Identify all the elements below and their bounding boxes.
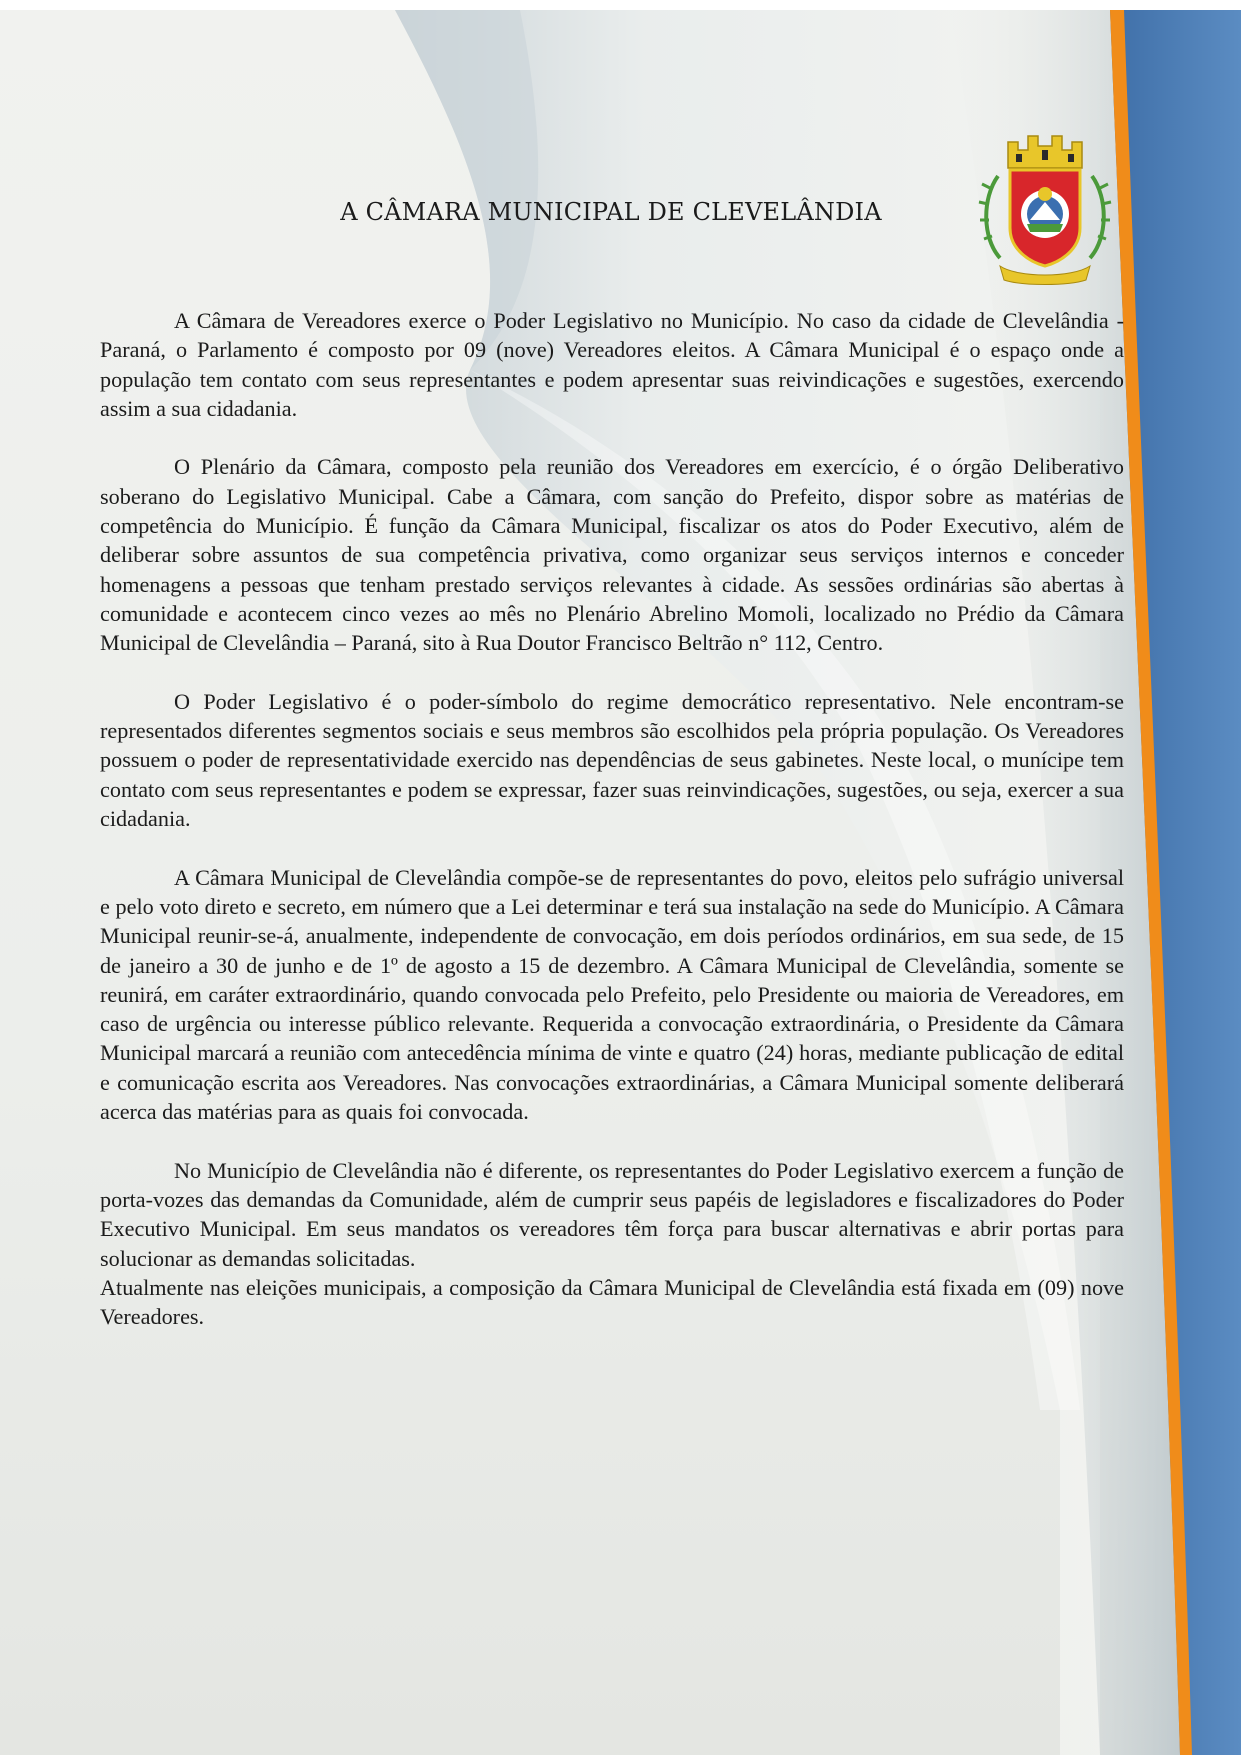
paragraph-atualmente: Atualmente nas eleições municipais, a composição da Câmara Municipal de Clevelândia está fixada em (09) nove Vereadores. xyxy=(100,1274,1124,1330)
paragraph-plenario: O Plenário da Câmara, composto pela reunião dos Vereadores em exercício, é o órgão Deliberativo soberano do Legislativo Municipal. Cabe a Câmara, com sanção do Prefeito, dispor sobre as matérias de competência do Município. É função da Câmara Municipal, fiscalizar os atos do Poder Executivo, além de deliberar sobre assuntos de sua competência privativa, como organizar seus serviços internos e conceder homenagens a pessoas que tenham prestado serviços relevantes à cidade. As sessões ordinárias são abertas à comunidade e acontecem cinco vezes ao mês no Plenário Abrelino Momoli, localizado no Prédio da Câmara Municipal de Clevelândia – Paraná, sito à Rua Doutor Francisco Beltrão n° 112, Centro. xyxy=(100,454,1124,656)
municipal-coat-of-arms-icon xyxy=(978,128,1112,286)
page-title: A CÂMARA MUNICIPAL DE CLEVELÂNDIA xyxy=(340,198,882,226)
paragraph-intro: A Câmara de Vereadores exerce o Poder Legislativo no Município. No caso da cidade de Clevelândia - Paraná, o Parlamento é composto por 09 (nove) Vereadores eleitos. A Câmara Municipal é o espaço onde a população tem contato com seus representantes e podem apresentar suas reivindicações e sugestões, exercendo assim a sua cidadania. xyxy=(100,308,1124,421)
document-page xyxy=(0,10,1241,1755)
paragraph-composicao: A Câmara Municipal de Clevelândia compõe-se de representantes do povo, eleitos pelo sufrágio universal e pelo voto direto e secreto, em número que a Lei determinar e terá sua instalação na sede do Município. A Câmara Municipal reunir-se-á, anualmente, independente de convocação, em dois períodos ordinários, em sua sede, de 15 de janeiro a 30 de junho e de 1º de agosto a 15 de dezembro. A Câmara Municipal de Clevelândia, somente se reunirá, em caráter extraordinário, quando convocada pelo Prefeito, pelo Presidente ou maioria de Vereadores, em caso de urgência ou interesse público relevante. Requerida a convocação extraordinária, o Presidente da Câmara Municipal marcará a reunião com antecedência mínima de vinte e quatro (24) horas, mediante publicação de edital e comunicação escrita aos Vereadores. Nas convocações extraordinárias, a Câmara Municipal somente deliberará acerca das matérias para as quais foi convocada. xyxy=(100,864,1124,1125)
document-body xyxy=(100,306,1124,1361)
paragraph-municipio: No Município de Clevelândia não é diferente, os representantes do Poder Legislativo exercem a função de porta-vozes das demandas da Comunidade, além de cumprir seus papéis de legisladores e fiscalizadores do Poder Executivo Municipal. Em seus mandatos os vereadores têm força para buscar alternativas e abrir portas para solucionar as demandas solicitadas. xyxy=(100,1157,1124,1271)
paragraph-poder-legislativo: O Poder Legislativo é o poder-símbolo do regime democrático representativo. Nele encontram-se representados diferentes segmentos sociais e seus membros são escolhidos pela própria população. Os Vereadores possuem o poder de representatividade exercido nas dependências de seus gabinetes. Neste local, o munícipe tem contato com seus representantes e podem se expressar, fazer suas reinvindicações, sugestões, ou seja, exercer a sua cidadania. xyxy=(100,688,1124,832)
